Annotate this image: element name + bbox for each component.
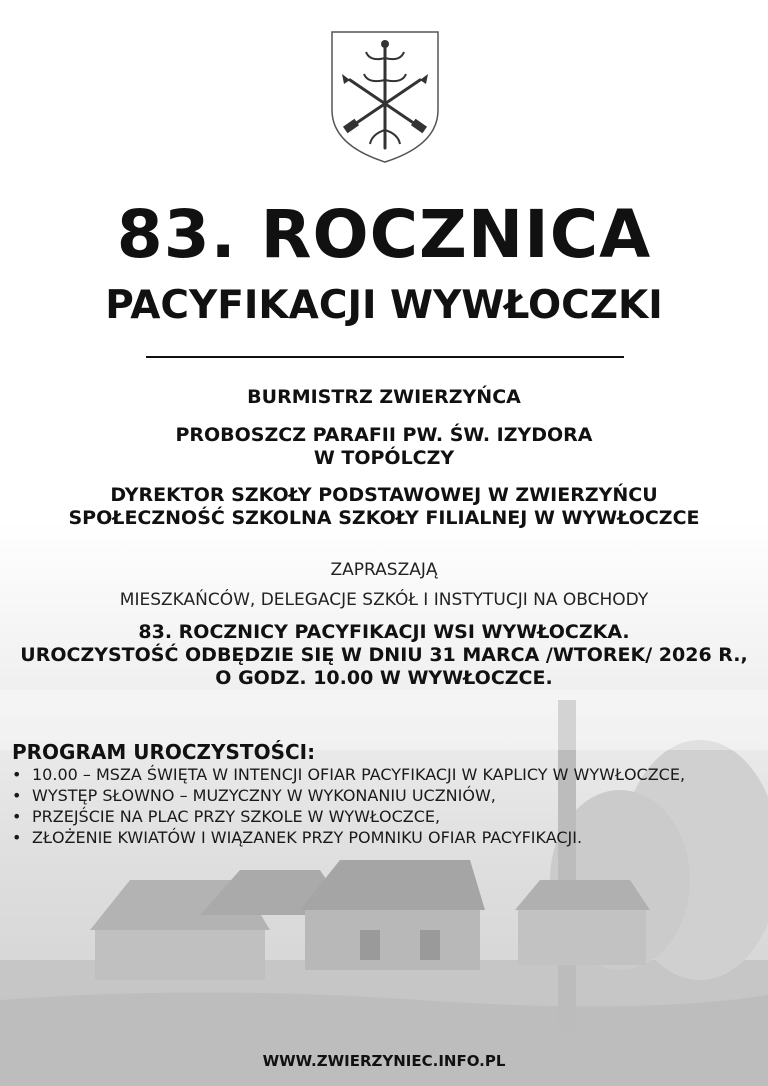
website-url: WWW.ZWIERZYNIEC.INFO.PL [262,1052,506,1070]
coat-of-arms-icon [330,30,440,164]
list-item: • 10.00 – MSZA ŚWIĘTA W INTENCJI OFIAR PACYFIKACJI W KAPLICY W WYWŁOCZCE, [12,765,686,784]
invite-text: ZAPRASZAJĄ [330,560,438,580]
event-line: UROCZYSTOŚĆ ODBĘDZIE SIĘ W DNIU 31 MARCA /WTOREK/ 2026 R., [20,644,748,666]
organizer-line: BURMISTRZ ZWIERZYŃCA [247,386,521,408]
organizer-line: DYREKTOR SZKOŁY PODSTAWOWEJ W ZWIERZYŃCU [110,484,658,506]
event-line: 83. ROCZNICY PACYFIKACJI WSI WYWŁOCZKA. [138,621,630,643]
invitees-text: MIESZKAŃCÓW, DELEGACJE SZKÓŁ I INSTYTUCJI NA OBCHODY [119,590,649,610]
list-item: • ZŁOŻENIE KWIATÓW I WIĄZANEK PRZY POMNIKU OFIAR PACYFIKACJI. [12,828,583,847]
bullet-icon: • [12,828,22,847]
bullet-icon: • [12,786,22,805]
event-line: O GODZ. 10.00 W WYWŁOCZCE. [215,667,553,689]
main-title: 83. ROCZNICA [116,196,652,273]
organizer-line: W TOPÓLCZY [313,447,455,469]
bullet-icon: • [12,807,22,826]
title-divider [146,356,624,358]
bullet-icon: • [12,765,22,784]
organizer-line: PROBOSZCZ PARAFII PW. ŚW. IZYDORA [175,424,593,446]
list-item: • PRZEJŚCIE NA PLAC PRZY SZKOLE W WYWŁOCZCE, [12,807,441,826]
main-subtitle: PACYFIKACJI WYWŁOCZKI [105,283,663,328]
program-section [12,740,762,848]
program-heading: PROGRAM UROCZYSTOŚCI: [12,740,316,764]
program-list [12,764,762,848]
list-item: • WYSTĘP SŁOWNO – MUZYCZNY W WYKONANIU UCZNIÓW, [12,786,496,805]
organizer-line: SPOŁECZNOŚĆ SZKOLNA SZKOŁY FILIALNEJ W WYWŁOCZCE [68,507,700,529]
